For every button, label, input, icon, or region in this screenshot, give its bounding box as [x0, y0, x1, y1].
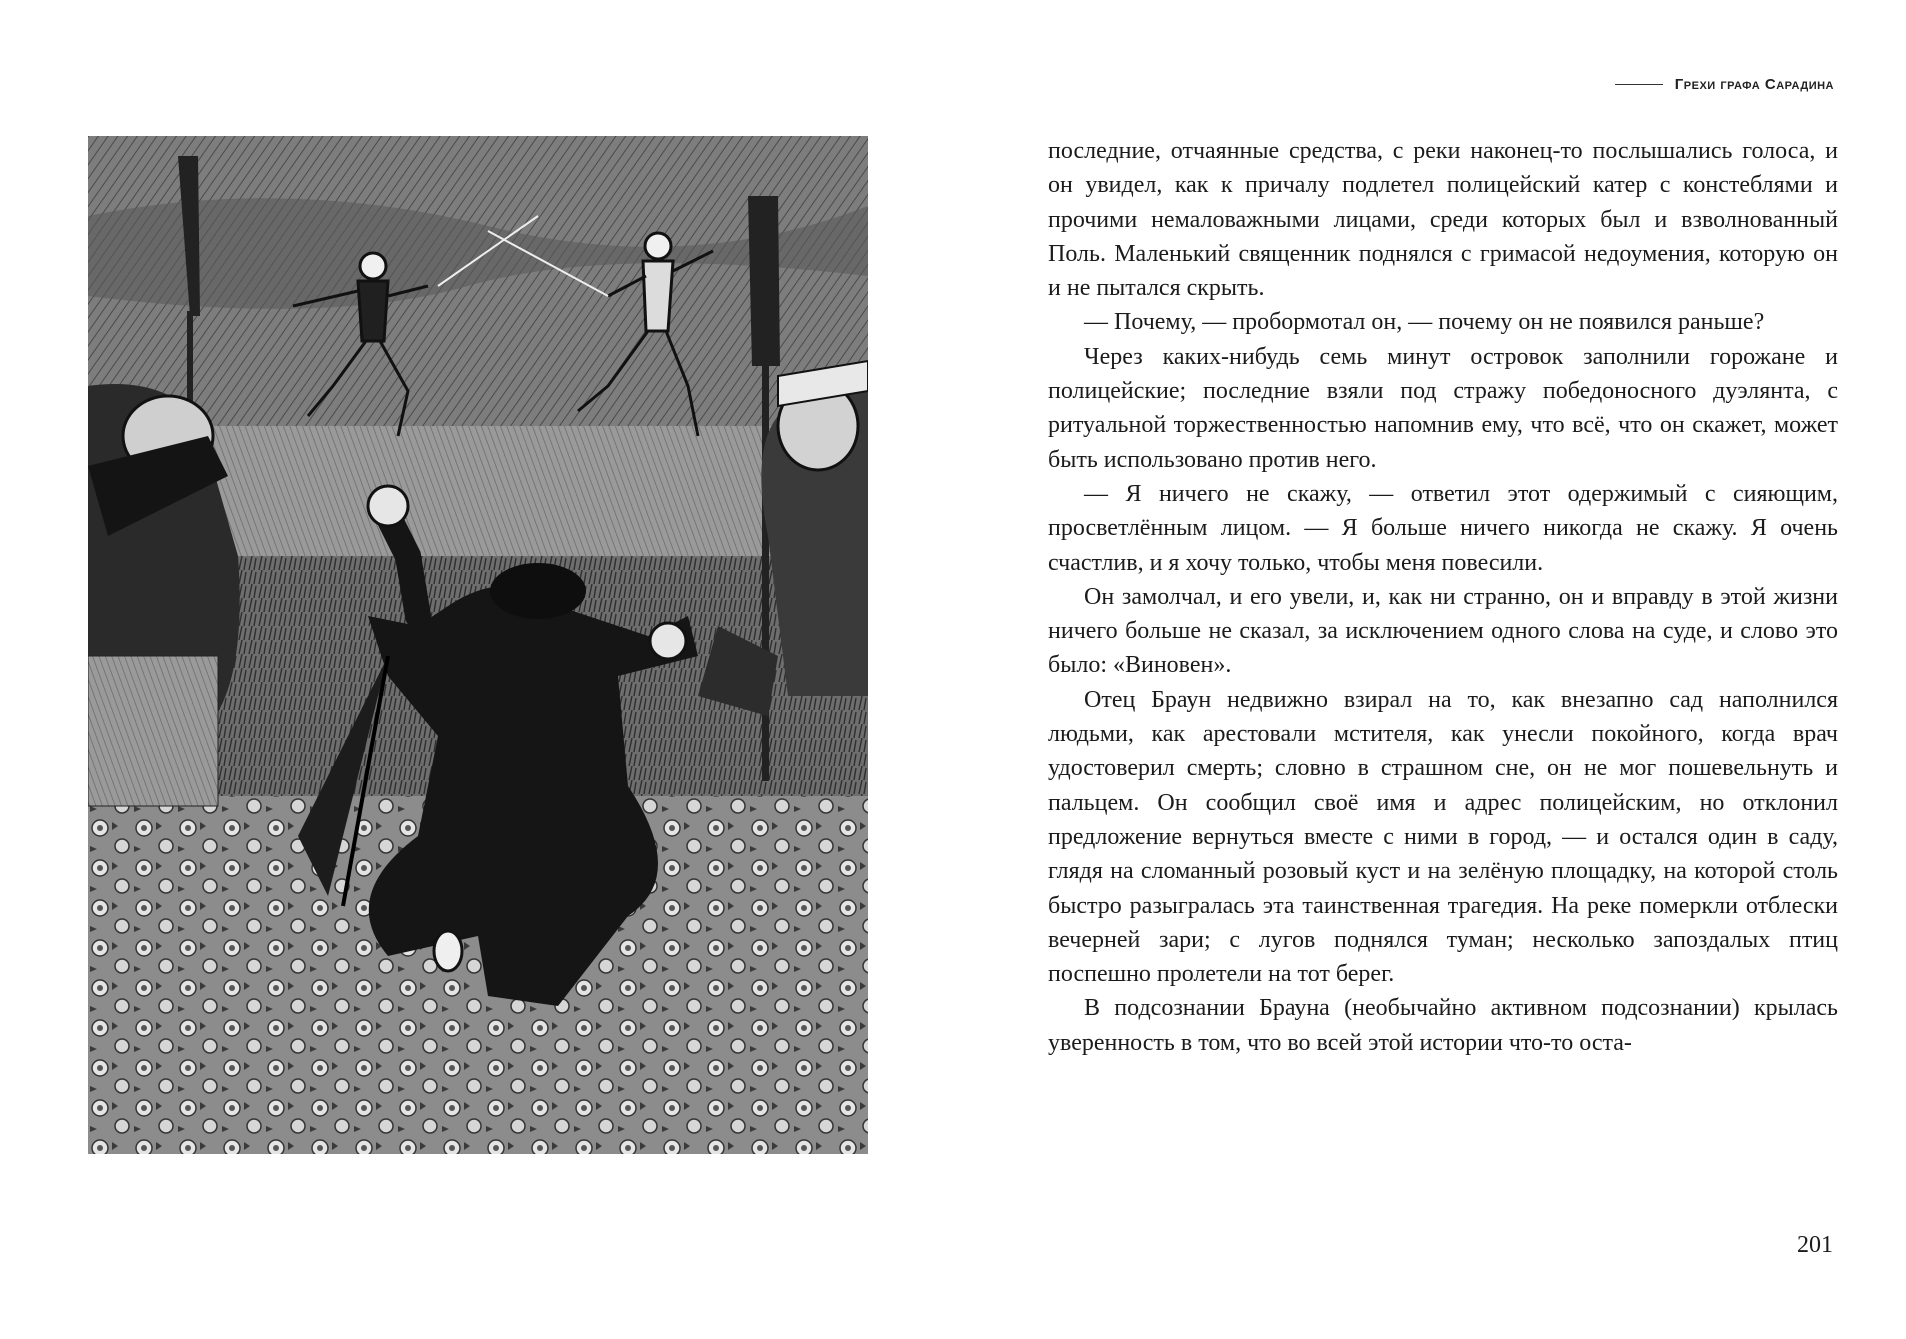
paragraph: Через каких-нибудь семь минут островок заполнили горожане и полицейские; последние взяли под стражу победоносного дуэлянта, с ритуальной торжественностью напомнив ему, что всё, что он скажет, может быть использовано против него. — [1048, 343, 1838, 473]
running-head-title: Грехи графа Сарадина — [1674, 76, 1834, 93]
pencil-illustration-duel-scene — [88, 136, 868, 1154]
paragraph: — Почему, — пробормотал он, — почему он не появился раньше? — [1084, 309, 1765, 336]
paragraph: Он замолчал, и его увели, и, как ни странно, он и вправду в этой жизни ничего больше не сказал, за исключением одного слова на суде, и слово это было: «Виновен». — [1048, 583, 1838, 679]
running-head-rule — [1615, 84, 1663, 85]
page-number: 201 — [1797, 1232, 1833, 1258]
body-text — [1048, 134, 1838, 1060]
paragraph: В подсознании Брауна (необычайно активном подсознании) крылась уверенность в том, что во всей этой истории что-то оста- — [1048, 995, 1838, 1056]
illustration — [88, 136, 868, 1154]
running-head — [1615, 76, 1834, 93]
paragraph: Отец Браун недвижно взирал на то, как внезапно сад наполнился людьми, как арестовали мстителя, как унесли покойного, когда врач удостоверил смерть; словно в страшном сне, он не мог пошевельнуть и пальцем. Он сообщил своё имя и адрес полицейским, но отклонил предложение вернуться вместе с ними в город, — и остался один в саду, глядя на сломанный розовый куст и на зелёную площадку, на которой столь быстро разыгралась эта таинственная трагедия. На реке померкли отблески вечерней зари; с лугов поднялся туман; несколько запоздалых птиц поспешно пролетели на тот берег. — [1048, 686, 1838, 988]
paragraph: последние, отчаянные средства, с реки наконец-то послышались голоса, и он увидел, как к причалу подлетел полицейский катер с констеблями и прочими немаловажными лицами, среди которых был и взволнованный Поль. Маленький священник поднялся с гримасой недоумения, которую он и не пытался скрыть. — [1048, 138, 1838, 302]
paragraph: — Я ничего не скажу, — ответил этот одержимый с сияющим, просветлённым лицом. — Я больше ничего никогда не скажу. Я очень счастлив, и я хочу только, чтобы меня повесили. — [1048, 480, 1838, 576]
